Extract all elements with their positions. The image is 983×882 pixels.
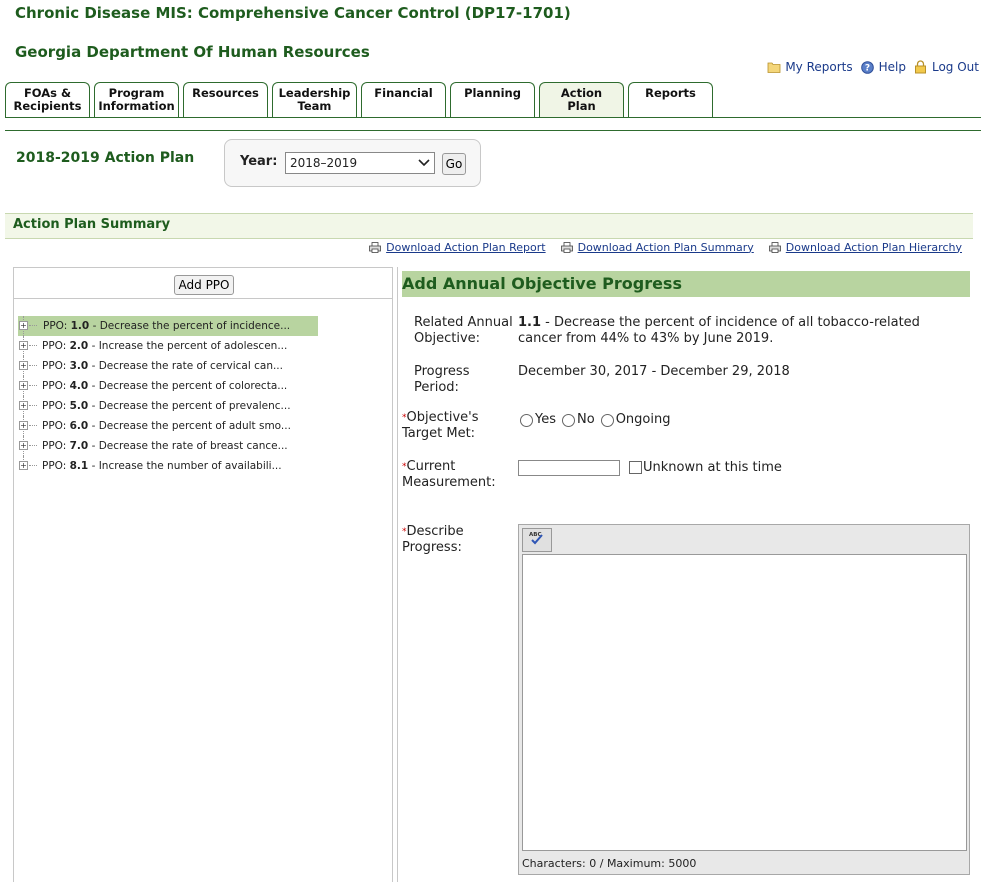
tree-connector (29, 325, 37, 326)
describe-progress-textarea[interactable] (522, 554, 967, 851)
describe-progress-editor (518, 524, 970, 875)
utility-links (767, 60, 979, 74)
download-hierarchy-link[interactable] (768, 240, 962, 254)
progress-period-label (414, 364, 469, 396)
tab-financial[interactable] (361, 82, 446, 118)
ppo-prefix: PPO: (42, 420, 67, 432)
tree-item-ppo[interactable] (18, 456, 318, 476)
tree-item-label (42, 360, 283, 372)
tree-item-label (42, 440, 288, 452)
ppo-number: 6.0 (69, 420, 89, 432)
expand-icon[interactable]: + (20, 381, 27, 390)
label-line: Current (406, 459, 456, 474)
tab-label-line: Leadership (278, 86, 351, 100)
tab-divider (5, 117, 981, 131)
tree-connector (29, 385, 37, 386)
tab-label-line: Resources (192, 86, 259, 100)
year-select-value: 2018–2019 (290, 156, 358, 170)
tree-item-ppo[interactable] (18, 416, 318, 436)
tab-leadership-team[interactable] (272, 82, 357, 118)
expand-icon[interactable]: + (20, 461, 27, 470)
tree-divider (14, 298, 392, 299)
expand-icon[interactable]: + (20, 401, 27, 410)
ppo-number: 7.0 (69, 440, 89, 452)
tree-item-label (42, 320, 290, 332)
help-icon (861, 60, 875, 74)
radio-label: Yes (535, 412, 556, 427)
label-line: Objective's (406, 410, 479, 425)
progress-period-value: December 30, 2017 - December 29, 2018 (518, 364, 790, 379)
ppo-tree-panel (13, 267, 393, 882)
ppo-text: - Decrease the percent of adult smo... (91, 420, 291, 432)
tree-item-label (42, 340, 287, 352)
label-line: Measurement: (402, 475, 496, 490)
character-counter: Characters: 0 / Maximum: 5000 (522, 857, 697, 870)
objective-text: cancer from 44% to 43% by June 2019. (518, 331, 774, 346)
tree-item-ppo[interactable] (18, 336, 318, 356)
tree-connector (29, 365, 37, 366)
expand-icon[interactable]: + (20, 341, 27, 350)
ppo-text: - Decrease the rate of cervical can... (91, 360, 283, 372)
tab-label-line: Financial (374, 86, 433, 100)
current-measurement-input[interactable] (518, 460, 620, 476)
summary-bar (5, 213, 973, 239)
target-met-radio-group (520, 412, 676, 428)
summary-title: Action Plan Summary (13, 217, 171, 232)
tab-program-information[interactable] (94, 82, 179, 118)
ppo-text: - Decrease the rate of breast cance... (91, 440, 288, 452)
year-label: Year: (240, 154, 278, 169)
radio-circle (562, 414, 575, 427)
tree-item-label (42, 420, 291, 432)
label-line: Target Met: (402, 426, 476, 441)
download-report-label: Download Action Plan Report (386, 240, 546, 254)
radio-no[interactable] (562, 412, 595, 428)
ppo-number: 8.1 (69, 460, 89, 472)
my-reports-link[interactable] (767, 60, 852, 74)
tab-label-line: Recipients (13, 99, 82, 113)
tree-item-ppo[interactable] (18, 356, 318, 376)
tab-label-line: FOAs & (23, 86, 72, 100)
tab-action-plan[interactable] (539, 82, 624, 118)
go-button[interactable]: Go (442, 153, 466, 175)
ppo-number: 4.0 (69, 380, 89, 392)
tab-label-line: Reports (645, 86, 696, 100)
ppo-prefix: PPO: (42, 380, 67, 392)
printer-icon (768, 240, 782, 254)
tab-label-line: Information (98, 99, 175, 113)
form-heading: Add Annual Objective Progress (402, 271, 970, 297)
ppo-text: - Increase the percent of adolescen... (91, 340, 288, 352)
unknown-checkbox[interactable] (629, 460, 782, 475)
tree-connector (29, 445, 37, 446)
related-objective-label (414, 315, 513, 347)
required-marker: * (402, 527, 407, 537)
tree-item-ppo[interactable] (18, 436, 318, 456)
log-out-link[interactable] (914, 60, 979, 74)
ppo-text: - Decrease the percent of colorecta... (91, 380, 288, 392)
download-report-link[interactable] (368, 240, 545, 254)
page-title: 2018-2019 Action Plan (16, 150, 195, 166)
tab-resources[interactable] (183, 82, 268, 118)
radio-label: No (577, 412, 595, 427)
tree-connector (29, 405, 37, 406)
ppo-prefix: PPO: (43, 320, 68, 332)
tree-item-label (42, 380, 287, 392)
label-line: Describe (406, 524, 464, 539)
expand-icon[interactable]: + (20, 321, 27, 330)
folder-icon (767, 60, 781, 74)
download-summary-label: Download Action Plan Summary (577, 240, 754, 254)
tree-connector (29, 345, 37, 346)
tree-connector (29, 465, 37, 466)
radio-yes[interactable] (520, 412, 556, 428)
describe-progress-label (402, 524, 464, 556)
tab-label-line: Plan (567, 99, 596, 113)
label-line: Objective: (414, 331, 481, 346)
target-met-label (402, 410, 479, 442)
org-title: Georgia Department Of Human Resources (15, 43, 370, 61)
radio-ongoing[interactable] (601, 412, 671, 428)
ppo-number: 1.0 (70, 320, 90, 332)
download-links (368, 240, 962, 254)
label-line: Period: (414, 380, 459, 395)
tab-planning[interactable] (450, 82, 535, 118)
spell-check-icon (527, 530, 547, 550)
checkbox-box (629, 461, 642, 474)
ppo-prefix: PPO: (42, 460, 67, 472)
current-measurement-label (402, 459, 496, 491)
radio-circle (601, 414, 614, 427)
ppo-prefix: PPO: (42, 360, 67, 372)
tree-item-ppo[interactable] (18, 376, 318, 396)
lock-icon (914, 60, 928, 74)
expand-icon[interactable]: + (20, 421, 27, 430)
ppo-text: - Decrease the percent of incidence... (92, 320, 291, 332)
label-line: Progress (414, 364, 470, 379)
ppo-prefix: PPO: (42, 400, 67, 412)
radio-label: Ongoing (615, 412, 671, 427)
log-out-label: Log Out (931, 60, 979, 74)
help-label: Help (878, 60, 906, 74)
ppo-number: 2.0 (69, 340, 89, 352)
objective-number: 1.1 (518, 315, 542, 330)
tab-label-line: Team (297, 99, 332, 113)
chevron-down-icon (418, 156, 430, 170)
svg-text:ABC: ABC (529, 532, 542, 538)
required-marker: * (402, 413, 407, 423)
label-line: Related Annual (414, 315, 513, 330)
tree-item-ppo[interactable] (18, 316, 318, 336)
tab-label-line: Action (560, 86, 603, 100)
tab-label-line: Program (108, 86, 165, 100)
download-summary-link[interactable] (560, 240, 754, 254)
printer-icon (560, 240, 574, 254)
ppo-text: - Increase the number of availabili... (91, 460, 282, 472)
add-ppo-button[interactable]: Add PPO (174, 275, 234, 295)
printer-icon (368, 240, 382, 254)
ppo-number: 5.0 (69, 400, 89, 412)
download-hierarchy-label: Download Action Plan Hierarchy (785, 240, 962, 254)
app-title: Chronic Disease MIS: Comprehensive Cancer Control (DP17-1701) (15, 4, 571, 22)
required-marker: * (402, 462, 407, 472)
objective-progress-form (397, 267, 975, 882)
tree-item-label (42, 460, 282, 472)
radio-circle (520, 414, 533, 427)
year-select[interactable] (285, 152, 435, 174)
ppo-prefix: PPO: (42, 340, 67, 352)
ppo-number: 3.0 (69, 360, 89, 372)
tree-connector (29, 425, 37, 426)
objective-text: - Decrease the percent of incidence of all tobacco-related (545, 315, 920, 330)
tab-foas-recipients[interactable] (5, 82, 90, 118)
tab-label-line: Planning (464, 86, 521, 100)
help-link[interactable] (861, 60, 906, 74)
expand-icon[interactable]: + (20, 361, 27, 370)
tab-reports[interactable] (628, 82, 713, 118)
main-tabs (5, 82, 713, 118)
my-reports-label: My Reports (785, 60, 853, 74)
expand-icon[interactable]: + (20, 441, 27, 450)
tree-item-ppo[interactable] (18, 396, 318, 416)
ppo-prefix: PPO: (42, 440, 67, 452)
ppo-text: - Decrease the percent of prevalenc... (91, 400, 291, 412)
svg-text:?: ? (865, 63, 871, 74)
spell-check-button[interactable] (522, 528, 552, 552)
related-objective-value (518, 315, 968, 347)
year-filter-panel (224, 139, 481, 187)
label-line: Progress: (402, 540, 462, 555)
ppo-tree (18, 316, 318, 476)
checkbox-label: Unknown at this time (643, 460, 782, 475)
tree-item-label (42, 400, 291, 412)
